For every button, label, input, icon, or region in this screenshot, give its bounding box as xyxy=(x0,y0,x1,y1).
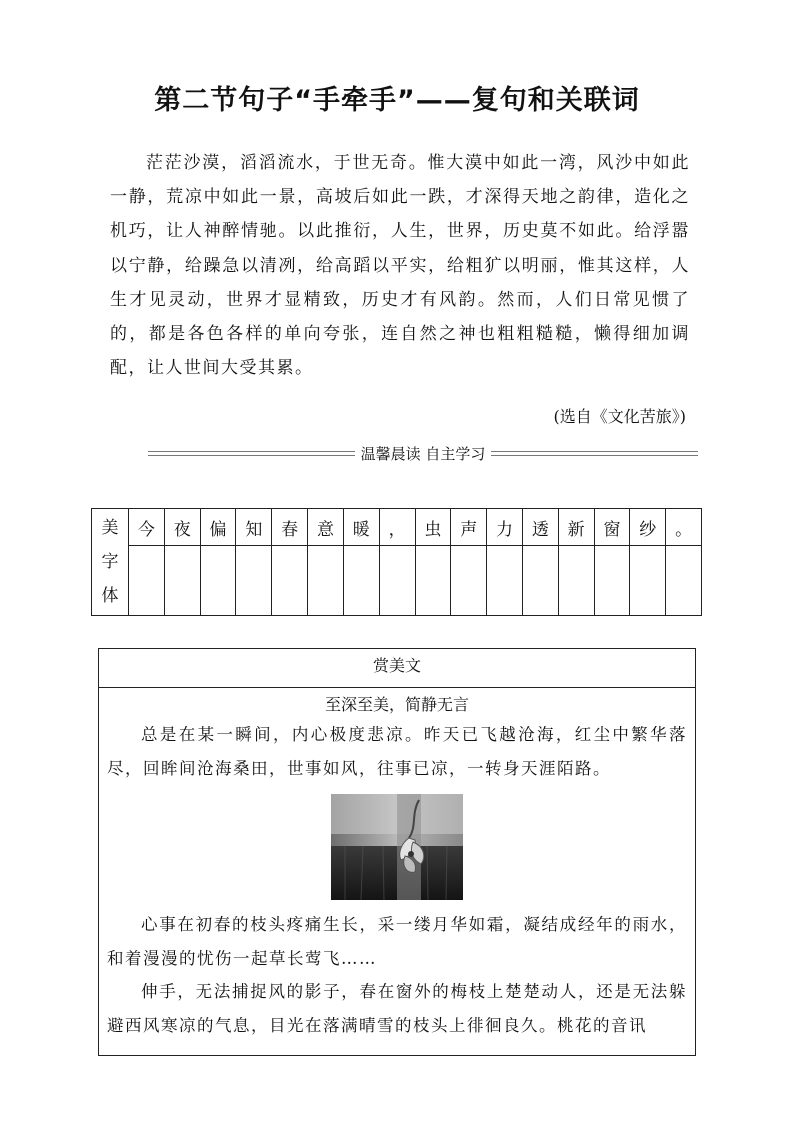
practice-blank-cell[interactable] xyxy=(343,546,379,616)
practice-blank-cell[interactable] xyxy=(594,546,630,616)
practice-char: 春 xyxy=(272,509,308,546)
calligraphy-practice-table xyxy=(91,508,702,616)
practice-blank-cell[interactable] xyxy=(164,546,200,616)
practice-char: 夜 xyxy=(164,509,200,546)
section-divider xyxy=(148,442,698,464)
practice-char: 意 xyxy=(308,509,344,546)
essay-title: 至深至美，简静无言 xyxy=(324,695,469,714)
practice-char: ， xyxy=(379,509,415,546)
practice-char-row xyxy=(92,509,702,546)
practice-blank-cell[interactable] xyxy=(415,546,451,616)
practice-blank-cell[interactable] xyxy=(236,546,272,616)
practice-blank-cell[interactable] xyxy=(522,546,558,616)
page-title: 第二节句子“手牵手”——复句和关联词 xyxy=(154,85,640,116)
practice-char: 偏 xyxy=(200,509,236,546)
panel-header: 赏美文 xyxy=(99,649,695,688)
practice-char: 纱 xyxy=(630,509,666,546)
practice-char: 窗 xyxy=(594,509,630,546)
lead-char: 字 xyxy=(101,552,119,572)
divider-line-left xyxy=(148,451,355,456)
practice-lead-cell xyxy=(92,509,129,616)
lead-char: 美 xyxy=(101,518,119,538)
divider-line-right xyxy=(491,451,698,456)
practice-blank-cell[interactable] xyxy=(630,546,666,616)
practice-blank-cell[interactable] xyxy=(487,546,523,616)
practice-char: 暖 xyxy=(343,509,379,546)
practice-blank-cell[interactable] xyxy=(451,546,487,616)
practice-blank-cell[interactable] xyxy=(200,546,236,616)
practice-char: 新 xyxy=(558,509,594,546)
practice-char: 虫 xyxy=(415,509,451,546)
source-citation: (选自《文化苦旅》) xyxy=(553,407,686,426)
section-label: 温馨晨读 自主学习 xyxy=(360,444,486,463)
practice-char: 力 xyxy=(487,509,523,546)
flower-on-fence-photo xyxy=(331,794,463,900)
practice-blank-cell[interactable] xyxy=(272,546,308,616)
essay-paragraph: 总是在某一瞬间，内心极度悲凉。昨天已飞越沧海，红尘中繁华落尽，回眸间沧海桑田，世事如风，往事已凉，一转身天涯陌路。 xyxy=(107,725,687,778)
lead-char: 体 xyxy=(101,586,119,606)
practice-blank-cell[interactable] xyxy=(308,546,344,616)
practice-blank-cell[interactable] xyxy=(129,546,165,616)
essay-paragraph: 伸手，无法捕捉风的影子，春在窗外的梅枝上楚楚动人，还是无法躲避西风寒凉的气息，目光在落满晴雪的枝头上徘徊良久。桃花的音讯 xyxy=(107,982,687,1035)
practice-blank-cell[interactable] xyxy=(379,546,415,616)
appreciation-panel xyxy=(98,648,696,1056)
practice-blank-row xyxy=(92,546,702,616)
practice-blank-cell[interactable] xyxy=(666,546,702,616)
practice-char: 知 xyxy=(236,509,272,546)
practice-char: 今 xyxy=(129,509,165,546)
practice-char: 。 xyxy=(666,509,702,546)
practice-blank-cell[interactable] xyxy=(558,546,594,616)
essay-paragraph: 心事在初春的枝头疼痛生长，采一缕月华如霜，凝结成经年的雨水，和着漫漫的忧伤一起草长莺飞…… xyxy=(107,915,687,968)
practice-char: 透 xyxy=(522,509,558,546)
intro-paragraph: 茫茫沙漠，滔滔流水，于世无奇。惟大漠中如此一湾，风沙中如此一静，荒凉中如此一景，高坡后如此一跌，才深得天地之韵律，造化之机巧，让人神醉情驰。以此推衍，人生，世界，历史莫不如此。给浮嚣以宁静，给躁急以清冽，给高蹈以平实，给粗犷以明丽，惟其这样，人生才见灵动，世界才显精致，历史才有风韵。然而，人们日常见惯了的，都是各色各样的单向夸张，连自然之神也粗粗糙糙，懒得细加调配，让人世间大受其累。 xyxy=(110,153,690,379)
practice-char: 声 xyxy=(451,509,487,546)
